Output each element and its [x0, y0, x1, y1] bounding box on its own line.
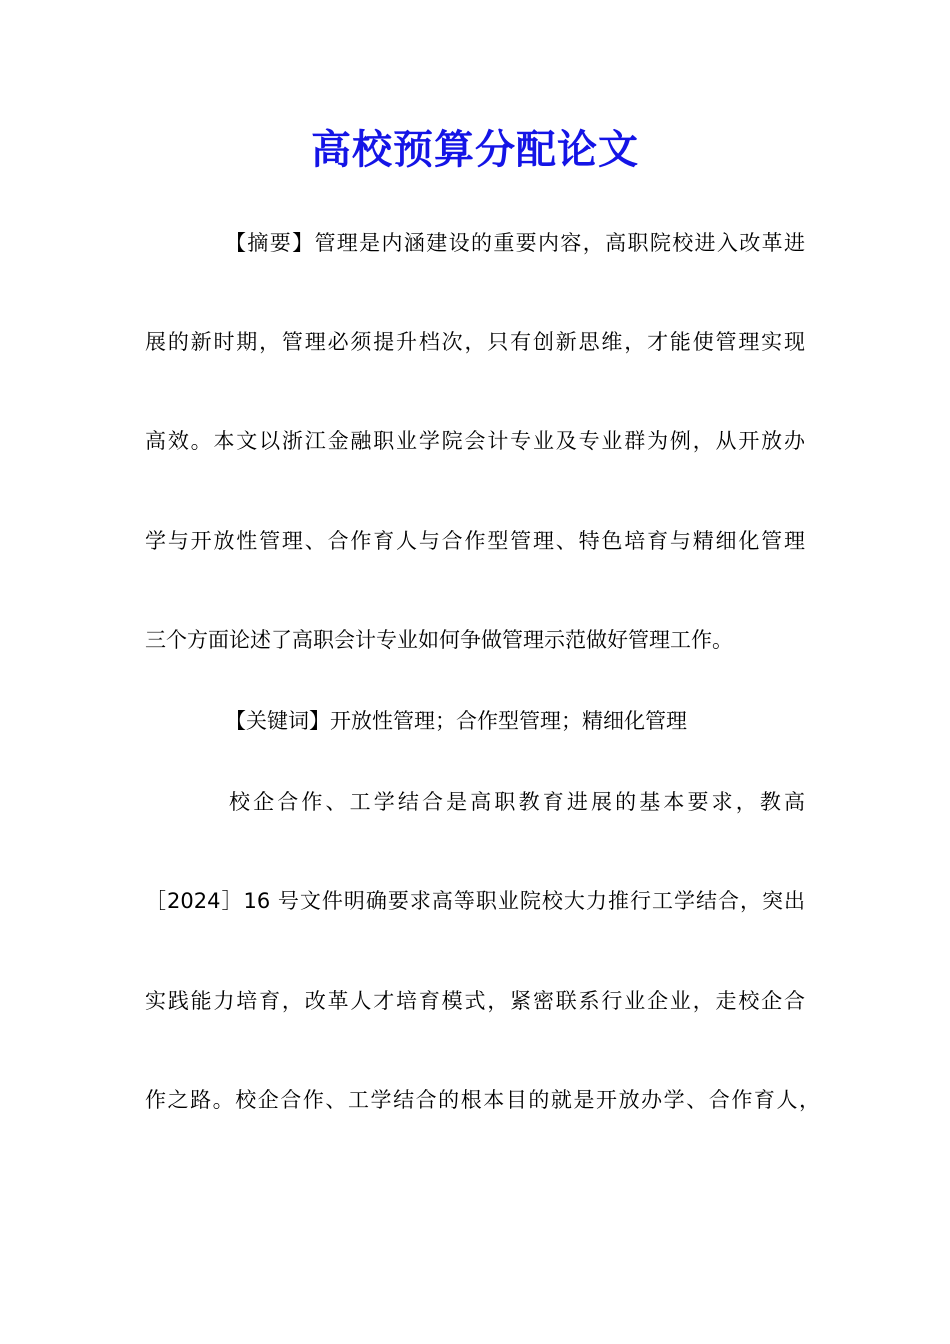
abstract-line: 三个方面论述了高职会计专业如何争做管理示范做好管理工作。	[145, 628, 733, 652]
abstract-line: 【摘要】管理是内涵建设的重要内容，高职院校进入改革进	[225, 231, 805, 255]
body-line: ［2024］16 号文件明确要求高等职业院校大力推行工学结合，突出	[145, 889, 805, 913]
abstract-line: 高效。本文以浙江金融职业学院会计专业及专业群为例，从开放办	[145, 429, 805, 453]
body-line: 实践能力培育，改革人才培育模式，紧密联系行业企业，走校企合	[145, 989, 805, 1013]
document-title: 高校预算分配论文	[311, 126, 639, 173]
keywords-line: 【关键词】开放性管理；合作型管理；精细化管理	[225, 709, 687, 733]
body-line: 校企合作、工学结合是高职教育进展的基本要求，教高	[229, 790, 805, 814]
abstract-line: 展的新时期，管理必须提升档次，只有创新思维，才能使管理实现	[145, 330, 805, 354]
abstract-line: 学与开放性管理、合作育人与合作型管理、特色培育与精细化管理	[145, 529, 805, 553]
body-line: 作之路。校企合作、工学结合的根本目的就是开放办学、合作育人，	[145, 1088, 820, 1112]
